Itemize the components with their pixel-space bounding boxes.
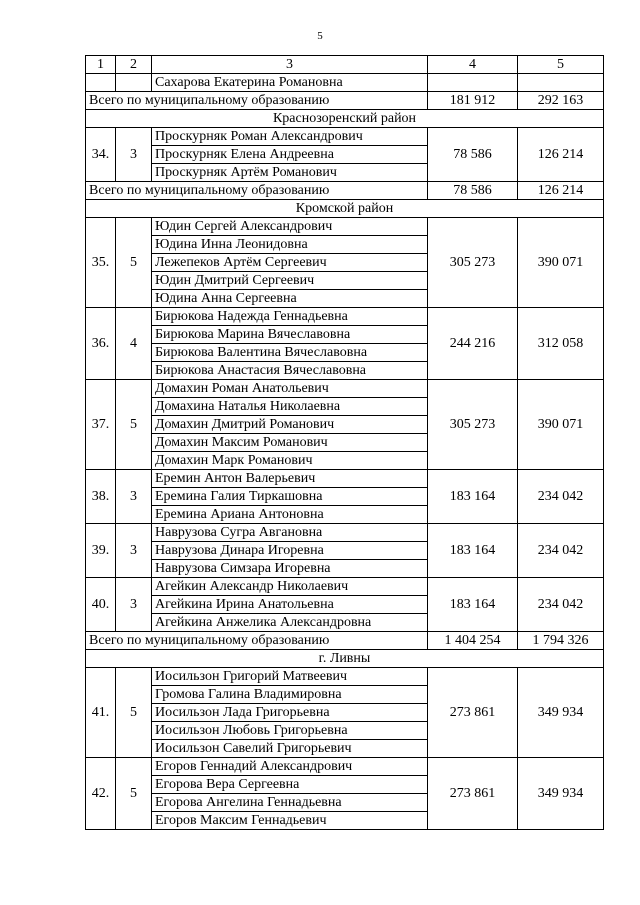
region-name: Краснозоренский район (86, 110, 604, 128)
family-number: 42. (86, 758, 116, 830)
member-name: Наврузова Динара Игоревна (152, 542, 428, 560)
region-name: Кромской район (86, 200, 604, 218)
total-amount-col5: 1 794 326 (518, 632, 604, 650)
family-member-row (86, 578, 604, 596)
header-cell-5: 5 (518, 56, 604, 74)
municipal-total-row (86, 92, 604, 110)
header-row (86, 56, 604, 74)
family-member-row (86, 668, 604, 686)
member-name: Егоров Геннадий Александрович (152, 758, 428, 776)
header-cell-2: 2 (116, 56, 152, 74)
total-label: Всего по муниципальному образованию (86, 632, 428, 650)
member-name: Егоров Максим Геннадьевич (152, 812, 428, 830)
total-amount-col4: 1 404 254 (428, 632, 518, 650)
family-amount-col4: 244 216 (428, 308, 518, 380)
family-amount-col5: 390 071 (518, 218, 604, 308)
member-name: Домахин Марк Романович (152, 452, 428, 470)
family-amount-col5: 234 042 (518, 524, 604, 578)
family-number: 40. (86, 578, 116, 632)
total-label: Всего по муниципальному образованию (86, 182, 428, 200)
municipal-total-row (86, 632, 604, 650)
amount-col4 (428, 74, 518, 92)
family-amount-col4: 273 861 (428, 668, 518, 758)
member-name: Юдин Дмитрий Сергеевич (152, 272, 428, 290)
total-amount-col4: 78 586 (428, 182, 518, 200)
family-amount-col5: 234 042 (518, 578, 604, 632)
family-member-count: 4 (116, 308, 152, 380)
total-amount-col4: 181 912 (428, 92, 518, 110)
family-amount-col4: 273 861 (428, 758, 518, 830)
member-name: Юдин Сергей Александрович (152, 218, 428, 236)
region-header-row (86, 110, 604, 128)
member-name: Иосильзон Савелий Григорьевич (152, 740, 428, 758)
family-member-count: 5 (116, 380, 152, 470)
region-header-row (86, 650, 604, 668)
family-number: 39. (86, 524, 116, 578)
family-member-count: 5 (116, 218, 152, 308)
member-name: Агейкина Анжелика Александровна (152, 614, 428, 632)
family-number: 41. (86, 668, 116, 758)
family-number: 35. (86, 218, 116, 308)
family-amount-col4: 183 164 (428, 578, 518, 632)
member-name: Агейкин Александр Николаевич (152, 578, 428, 596)
header-cell-1: 1 (86, 56, 116, 74)
member-name: Сахарова Екатерина Романовна (152, 74, 428, 92)
family-number: 38. (86, 470, 116, 524)
member-name: Егорова Вера Сергеевна (152, 776, 428, 794)
member-name: Домахин Дмитрий Романович (152, 416, 428, 434)
member-name: Наврузова Симзара Игоревна (152, 560, 428, 578)
member-name: Юдина Инна Леонидовна (152, 236, 428, 254)
member-name: Проскурняк Роман Александрович (152, 128, 428, 146)
total-label: Всего по муниципальному образованию (86, 92, 428, 110)
member-count-cell (116, 74, 152, 92)
region-name: г. Ливны (86, 650, 604, 668)
member-name: Иосильзон Любовь Григорьевна (152, 722, 428, 740)
total-amount-col5: 126 214 (518, 182, 604, 200)
family-number: 34. (86, 128, 116, 182)
families-table (85, 55, 604, 830)
family-member-row (86, 218, 604, 236)
family-amount-col5: 390 071 (518, 380, 604, 470)
member-name: Еремин Антон Валерьевич (152, 470, 428, 488)
member-name: Иосильзон Лада Григорьевна (152, 704, 428, 722)
family-member-row (86, 128, 604, 146)
family-number: 37. (86, 380, 116, 470)
municipal-total-row (86, 182, 604, 200)
family-number: 36. (86, 308, 116, 380)
family-member-row (86, 380, 604, 398)
member-name: Громова Галина Владимировна (152, 686, 428, 704)
member-name: Агейкина Ирина Анатольевна (152, 596, 428, 614)
member-name: Лежепеков Артём Сергеевич (152, 254, 428, 272)
family-member-count: 3 (116, 128, 152, 182)
family-amount-col5: 349 934 (518, 668, 604, 758)
member-name: Иосильзон Григорий Матвеевич (152, 668, 428, 686)
amount-col5 (518, 74, 604, 92)
member-name: Бирюкова Марина Вячеславовна (152, 326, 428, 344)
family-member-row (86, 308, 604, 326)
member-name: Домахина Наталья Николаевна (152, 398, 428, 416)
family-member-count: 5 (116, 758, 152, 830)
member-name: Еремина Ариана Антоновна (152, 506, 428, 524)
member-name: Еремина Галия Тиркашовна (152, 488, 428, 506)
family-amount-col4: 305 273 (428, 380, 518, 470)
family-member-count: 5 (116, 668, 152, 758)
header-cell-3: 3 (152, 56, 428, 74)
family-member-row (86, 470, 604, 488)
member-name: Домахин Роман Анатольевич (152, 380, 428, 398)
member-name: Домахин Максим Романович (152, 434, 428, 452)
member-name: Бирюкова Анастасия Вячеславовна (152, 362, 428, 380)
family-amount-col5: 312 058 (518, 308, 604, 380)
family-member-count: 3 (116, 470, 152, 524)
family-amount-col5: 349 934 (518, 758, 604, 830)
family-member-row (86, 524, 604, 542)
page-number: 5 (317, 30, 323, 42)
family-amount-col4: 78 586 (428, 128, 518, 182)
family-member-row (86, 758, 604, 776)
header-cell-4: 4 (428, 56, 518, 74)
continuation-row (86, 74, 604, 92)
family-amount-col4: 183 164 (428, 470, 518, 524)
table-body (86, 56, 604, 830)
member-name: Егорова Ангелина Геннадьевна (152, 794, 428, 812)
family-member-count: 3 (116, 524, 152, 578)
member-name: Бирюкова Валентина Вячеславовна (152, 344, 428, 362)
member-name: Бирюкова Надежда Геннадьевна (152, 308, 428, 326)
member-name: Проскурняк Елена Андреевна (152, 146, 428, 164)
row-number-cell (86, 74, 116, 92)
family-amount-col4: 305 273 (428, 218, 518, 308)
member-name: Проскурняк Артём Романович (152, 164, 428, 182)
member-name: Наврузова Сугра Авгановна (152, 524, 428, 542)
family-amount-col5: 126 214 (518, 128, 604, 182)
family-member-count: 3 (116, 578, 152, 632)
total-amount-col5: 292 163 (518, 92, 604, 110)
family-amount-col5: 234 042 (518, 470, 604, 524)
region-header-row (86, 200, 604, 218)
member-name: Юдина Анна Сергеевна (152, 290, 428, 308)
family-amount-col4: 183 164 (428, 524, 518, 578)
